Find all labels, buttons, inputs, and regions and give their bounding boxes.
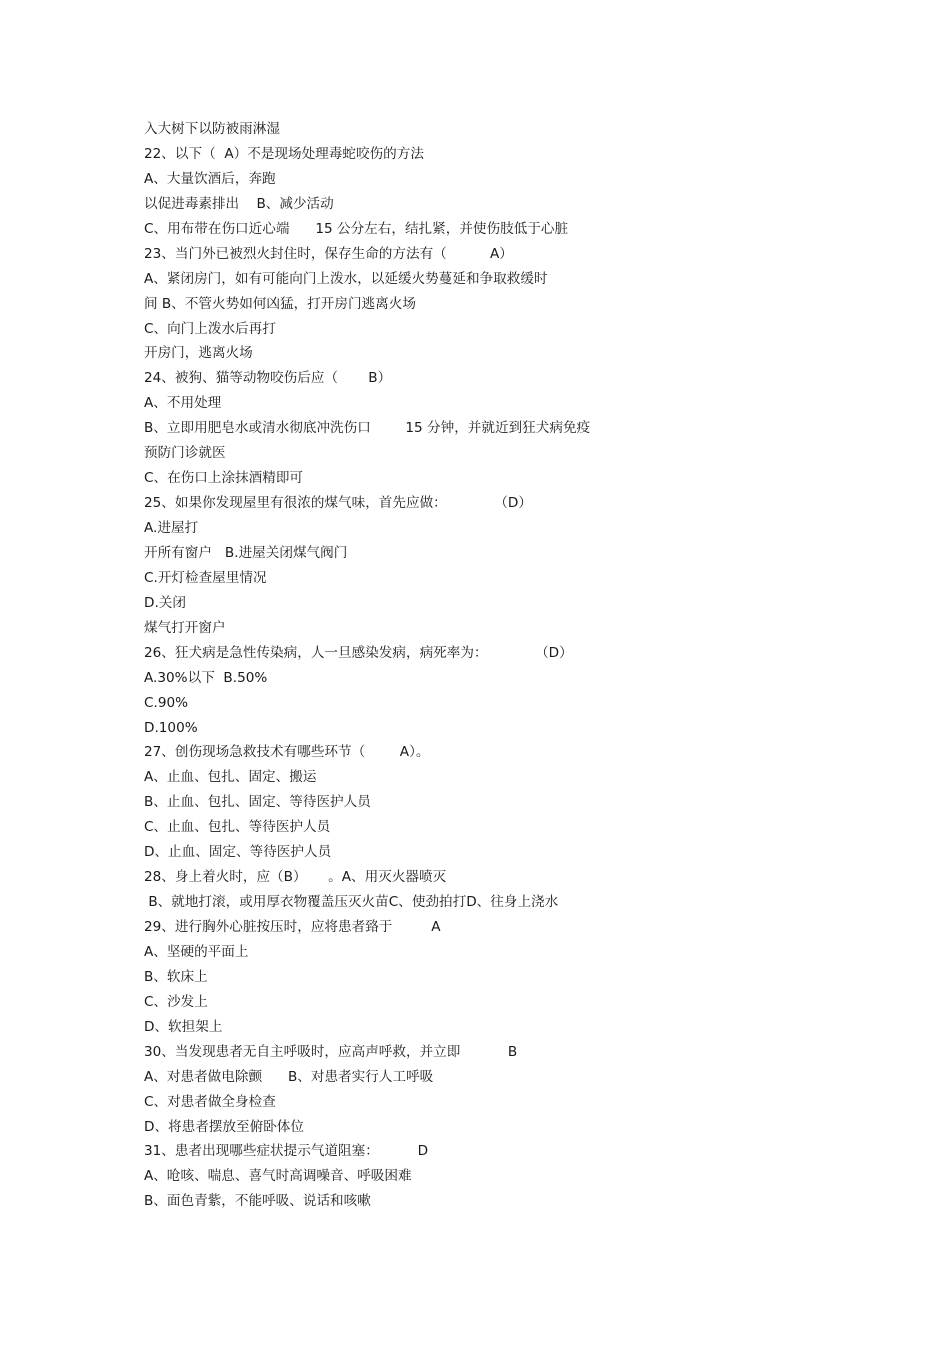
text-line: D、止血、固定、等待医护人员 <box>144 844 332 861</box>
text-line: A、不用处理 <box>144 395 222 412</box>
document-body <box>144 117 824 1214</box>
question-30: 30、当发现患者无自主呼吸时，应高声呼救，并立即 B <box>144 1043 518 1060</box>
text-line: B、立即用肥皂水或清水彻底冲洗伤口 15 分钟，并就近到狂犬病免疫 <box>144 420 591 437</box>
text-line: B、面色青紫，不能呼吸、说话和咳嗽 <box>144 1193 371 1210</box>
text-line: A、对患者做电除颤 B、对患者实行人工呼吸 <box>144 1068 434 1085</box>
text-line: 开所有窗户 B.进屋关闭煤气阀门 <box>144 544 348 561</box>
text-line: C、在伤口上涂抹酒精即可 <box>144 470 304 487</box>
text-line: D、将患者摆放至俯卧体位 <box>144 1118 304 1135</box>
question-23: 23、当门外已被烈火封住时，保存生命的方法有（ A） <box>144 245 513 262</box>
question-22: 22、以下（ A）不是现场处理毒蛇咬伤的方法 <box>144 145 424 162</box>
text-line: 入大树下以防被雨淋湿 <box>144 121 280 137</box>
text-line: 间 B、不管火势如何凶猛，打开房门逃离火场 <box>144 295 416 312</box>
text-line: D、软担架上 <box>144 1018 223 1035</box>
question-24: 24、被狗、猫等动物咬伤后应（ B） <box>144 370 392 387</box>
question-31: 31、患者出现哪些症状提示气道阻塞： D <box>144 1143 429 1160</box>
text-line: B、就地打滚，或用厚衣物覆盖压灭火苗C、使劲拍打D、往身上浇水 <box>144 894 559 911</box>
text-line: A、紧闭房门，如有可能向门上泼水，以延缓火势蔓延和争取救缓时 <box>144 270 548 287</box>
question-26: 26、狂犬病是急性传染病，人一旦感染发病，病死率为： （D） <box>144 644 573 661</box>
text-line: A、大量饮酒后，奔跑 <box>144 170 276 187</box>
text-line: C、用布带在伤口近心端 15 公分左右，结扎紧，并使伤肢低于心脏 <box>144 220 569 237</box>
text-line: C.开灯检查屋里情况 <box>144 569 267 586</box>
question-29: 29、进行胸外心脏按压时，应将患者臵于 A <box>144 919 441 935</box>
text-line: A、止血、包扎、固定、搬运 <box>144 769 317 786</box>
text-line: A.30%以下 B.50% <box>144 669 268 686</box>
text-line: 预防门诊就医 <box>144 445 226 462</box>
text-line: C、向门上泼水后再打 <box>144 320 276 337</box>
text-line: A.进屋打 <box>144 520 199 536</box>
text-line: 煤气打开窗户 <box>144 619 226 636</box>
text-line: C、沙发上 <box>144 993 208 1010</box>
text-line: C、止血、包扎、等待医护人员 <box>144 819 331 836</box>
text-line: C.90% <box>144 694 189 711</box>
question-25: 25、如果你发现屋里有很浓的煤气味，首先应做： （D） <box>144 495 532 512</box>
text-line: D.100% <box>144 719 198 736</box>
text-line: A、呛咳、喘息、喜气时高调噪音、呼吸困难 <box>144 1168 412 1185</box>
text-line: D.关闭 <box>144 594 186 611</box>
text-line: B、软床上 <box>144 968 208 985</box>
text-line: B、止血、包扎、固定、等待医护人员 <box>144 794 371 811</box>
text-line: 以促进毒素排出 B、减少活动 <box>144 195 334 212</box>
text-line: A、坚硬的平面上 <box>144 943 249 960</box>
text-line: 开房门，逃离火场 <box>144 345 253 362</box>
question-27: 27、创伤现场急救技术有哪些环节（ A）。 <box>144 744 430 761</box>
question-28: 28、身上着火时，应（B） 。A、用灭火器喷灭 <box>144 869 447 886</box>
text-line: C、对患者做全身检查 <box>144 1093 276 1110</box>
